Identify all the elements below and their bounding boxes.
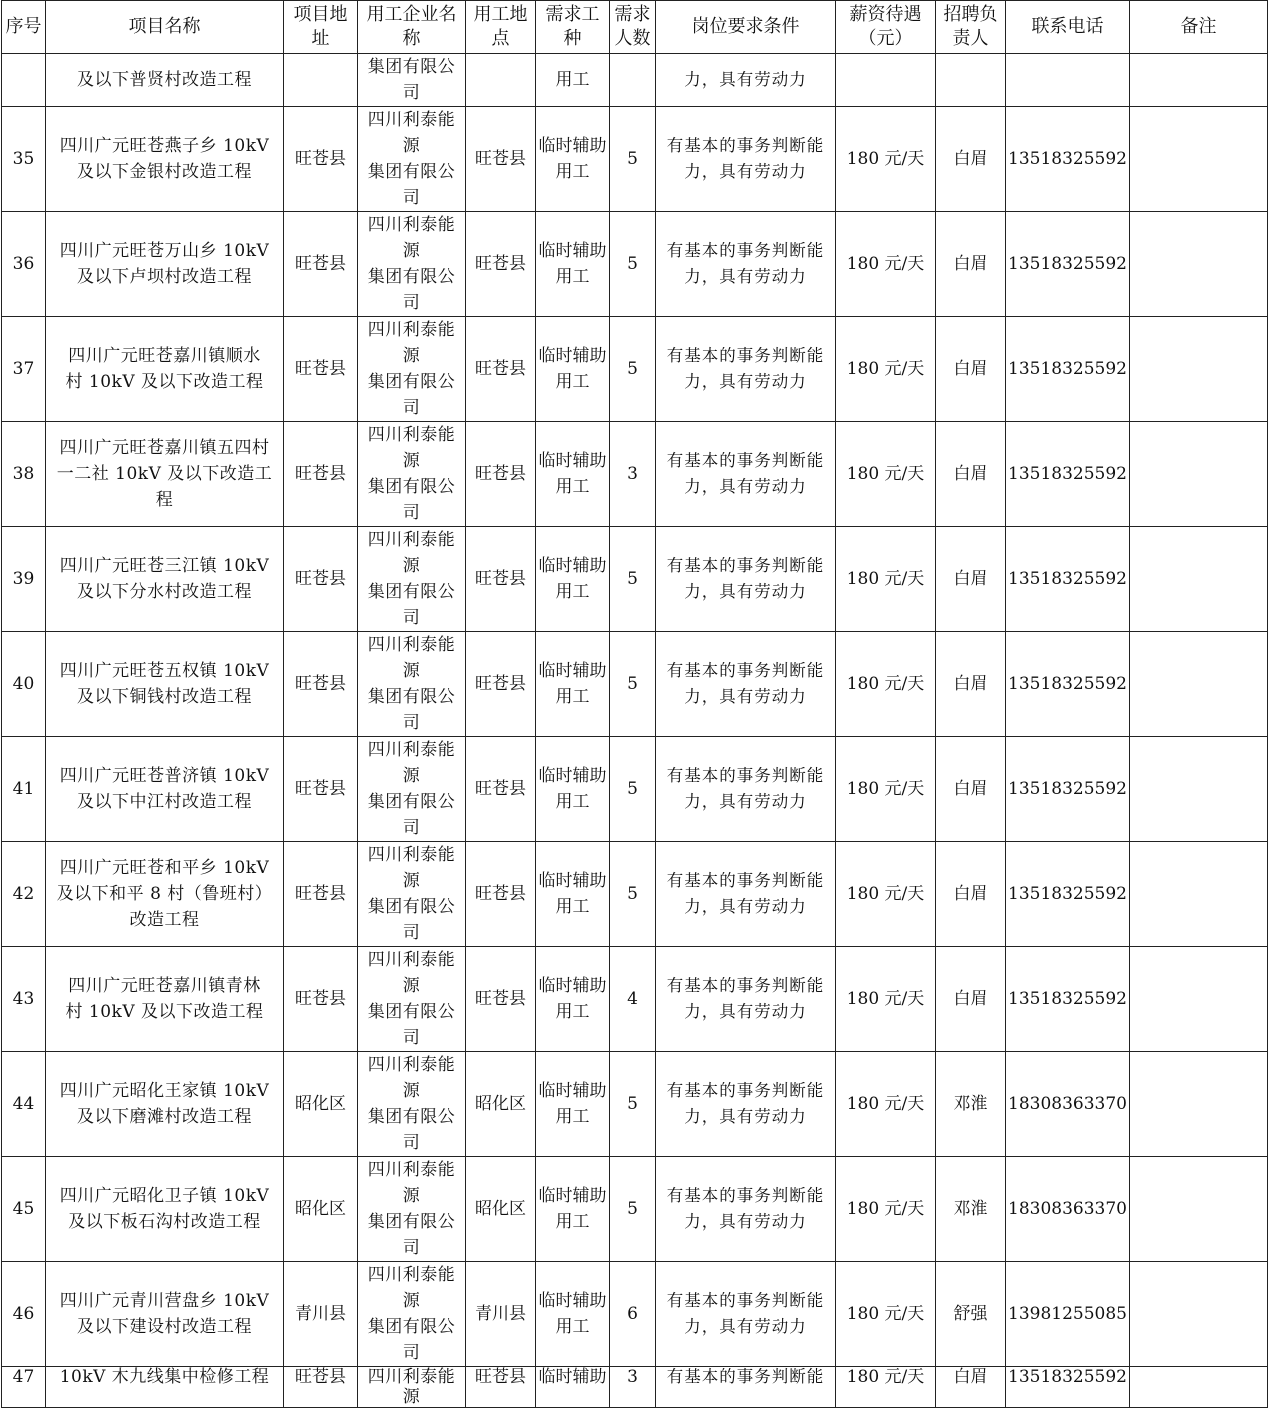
- cell-requirements: [656, 947, 836, 1052]
- cell-project-line-2: 及以下磨滩村改造工程: [77, 1107, 252, 1127]
- cell-company: [358, 947, 466, 1052]
- cell-requirements-line-1: 有基本的事务判断能: [666, 1186, 825, 1205]
- cell-contact: [936, 54, 1006, 107]
- cell-company-line-1: 四川利泰能源: [367, 530, 456, 576]
- cell-salary: [836, 54, 936, 107]
- cell-requirements-line-2: 力，具有劳动力: [684, 792, 807, 811]
- cell-project: [46, 842, 284, 947]
- cell-salary: 180 元/天: [836, 1367, 936, 1408]
- cell-salary: 180 元/天: [836, 422, 936, 527]
- cell-job-line-2: 用工: [555, 162, 590, 182]
- cell-seq: 42: [2, 842, 46, 947]
- header-count-label: 需求人数: [614, 4, 651, 49]
- cell-salary: 180 元/天: [836, 317, 936, 422]
- cell-project: 10kV 木九线集中检修工程: [46, 1367, 284, 1408]
- cell-company: [358, 1262, 466, 1367]
- cell-remarks: [1130, 737, 1268, 842]
- cell-salary: 180 元/天: [836, 842, 936, 947]
- cell-job-line-1: 临时辅助: [538, 556, 607, 576]
- cell-phone: 18308363370: [1006, 1052, 1130, 1157]
- cell-requirements: [656, 527, 836, 632]
- cell-seq: 37: [2, 317, 46, 422]
- cell-requirements: [656, 632, 836, 737]
- cell-location: 昭化区: [466, 1157, 536, 1262]
- cell-contact: 白眉: [936, 317, 1006, 422]
- cell-job-line-1: 临时辅助: [538, 766, 607, 786]
- cell-company-line-1: 四川利泰能源: [367, 215, 456, 261]
- cell-salary: 180 元/天: [836, 947, 936, 1052]
- cell-count: [610, 54, 656, 107]
- cell-phone: 13518325592: [1006, 947, 1130, 1052]
- cell-requirements-line-1: 有基本的事务判断能: [666, 241, 825, 260]
- cell-requirements-line-2: 力，具有劳动力: [684, 1002, 807, 1021]
- cell-address: 旺苍县: [284, 737, 358, 842]
- cell-seq: 43: [2, 947, 46, 1052]
- cell-company-line-2: 集团有限公司: [367, 1107, 456, 1153]
- cell-seq: 44: [2, 1052, 46, 1157]
- cell-remarks: [1130, 212, 1268, 317]
- cell-count: 5: [610, 527, 656, 632]
- cell-location: 旺苍县: [466, 842, 536, 947]
- cell-phone: 13518325592: [1006, 527, 1130, 632]
- cell-project-line-1: 四川广元旺苍嘉川镇青林: [68, 976, 261, 996]
- cell-count: 5: [610, 842, 656, 947]
- cell-location: 旺苍县: [466, 527, 536, 632]
- cell-company-line-2: 集团有限公司: [367, 477, 456, 523]
- cell-location: 旺苍县: [466, 422, 536, 527]
- cell-job-line-2: 用工: [555, 687, 590, 707]
- cell-requirements: [656, 842, 836, 947]
- cell-requirements: [656, 422, 836, 527]
- table-row: [2, 947, 1268, 1052]
- cell-company-line-2: 集团有限公司: [367, 1317, 456, 1363]
- cell-remarks: [1130, 107, 1268, 212]
- cell-requirements-line-1: 有基本的事务判断能: [666, 661, 825, 680]
- cell-count: 3: [610, 422, 656, 527]
- cell-company: 四川利泰能源: [358, 1367, 466, 1408]
- cell-contact: 白眉: [936, 422, 1006, 527]
- cell-requirements-line-1: 有基本的事务判断能: [666, 1291, 825, 1310]
- table-row: [2, 632, 1268, 737]
- cell-project-line-2: 及以下分水村改造工程: [77, 582, 252, 602]
- cell-address: 旺苍县: [284, 632, 358, 737]
- cell-remarks: [1130, 422, 1268, 527]
- cell-job-line-2: 用工: [555, 477, 590, 497]
- cell-company-line-1: 四川利泰能源: [367, 740, 456, 786]
- cell-company-line-1: 四川利泰能源: [367, 320, 456, 366]
- cell-job-line-2: 用工: [555, 897, 590, 917]
- cell-seq: [2, 54, 46, 107]
- cell-remarks: [1130, 317, 1268, 422]
- cell-requirements: [656, 1052, 836, 1157]
- cell-address: 旺苍县: [284, 317, 358, 422]
- cell-contact: 白眉: [936, 842, 1006, 947]
- cell-salary: 180 元/天: [836, 1157, 936, 1262]
- cell-location: 旺苍县: [466, 1367, 536, 1408]
- cell-address: [284, 54, 358, 107]
- cell-project-line-3: 改造工程: [129, 910, 200, 930]
- cell-phone: 13518325592: [1006, 107, 1130, 212]
- cell-phone: 13518325592: [1006, 212, 1130, 317]
- header-phone: 联系电话: [1006, 1, 1130, 54]
- cell-job: 用工: [536, 54, 610, 107]
- cell-job: [536, 737, 610, 842]
- cell-salary: 180 元/天: [836, 632, 936, 737]
- cell-requirements-line-2: 力，具有劳动力: [684, 1212, 807, 1231]
- header-contact: [936, 1, 1006, 54]
- cell-requirements: [656, 317, 836, 422]
- cell-job-line-1: 临时辅助: [538, 976, 607, 996]
- table-row: [2, 107, 1268, 212]
- cell-job-line-2: 用工: [555, 1317, 590, 1337]
- cell-contact: 舒强: [936, 1262, 1006, 1367]
- cell-requirements: [656, 107, 836, 212]
- cell-job: [536, 1052, 610, 1157]
- cell-job-line-1: 临时辅助: [538, 346, 607, 366]
- cell-project-line-2: 及以下金银村改造工程: [77, 162, 252, 182]
- cell-location: 昭化区: [466, 1052, 536, 1157]
- cell-remarks: [1130, 842, 1268, 947]
- cell-seq: 39: [2, 527, 46, 632]
- cell-project: [46, 737, 284, 842]
- cell-job-line-1: 临时辅助: [538, 241, 607, 261]
- cell-project-line-1: 四川广元青川营盘乡 10kV: [59, 1291, 270, 1311]
- cell-address: 旺苍县: [284, 1367, 358, 1408]
- cell-job: [536, 422, 610, 527]
- cell-count: 6: [610, 1262, 656, 1367]
- header-salary-label: 薪资待遇（元）: [849, 4, 922, 49]
- cell-company-line-2: 集团有限公司: [367, 582, 456, 628]
- cell-project: 及以下普贤村改造工程: [46, 54, 284, 107]
- cell-address: 昭化区: [284, 1052, 358, 1157]
- cell-company-line-2: 集团有限公司: [367, 897, 456, 943]
- cell-remarks: [1130, 1157, 1268, 1262]
- cell-address: 旺苍县: [284, 212, 358, 317]
- cell-contact: 邓淮: [936, 1157, 1006, 1262]
- cell-requirements-line-2: 力，具有劳动力: [684, 1317, 807, 1336]
- cell-remarks: [1130, 1262, 1268, 1367]
- cell-job: [536, 107, 610, 212]
- cell-company-line-2: 集团有限公司: [367, 1212, 456, 1258]
- cell-requirements-line-2: 力，具有劳动力: [684, 162, 807, 181]
- cell-requirements-line-1: 有基本的事务判断能: [666, 766, 825, 785]
- cell-company: [358, 632, 466, 737]
- header-contact-label: 招聘负责人: [943, 4, 998, 49]
- cell-requirements-line-2: 力，具有劳动力: [684, 897, 807, 916]
- cell-seq: 47: [2, 1367, 46, 1408]
- cell-project-line-1: 四川广元旺苍三江镇 10kV: [59, 556, 270, 576]
- cell-phone: [1006, 54, 1130, 107]
- cell-company: [358, 317, 466, 422]
- cell-job-line-1: 临时辅助: [538, 1291, 607, 1311]
- cell-job-line-2: 用工: [555, 1107, 590, 1127]
- cell-job-line-2: 用工: [555, 267, 590, 287]
- cell-remarks: [1130, 947, 1268, 1052]
- cell-project-line-1: 四川广元昭化卫子镇 10kV: [59, 1186, 270, 1206]
- cell-project-line-2: 村 10kV 及以下改造工程: [65, 1002, 264, 1022]
- cell-count: 3: [610, 1367, 656, 1408]
- header-count: [610, 1, 656, 54]
- cell-seq: 35: [2, 107, 46, 212]
- cell-location: 旺苍县: [466, 107, 536, 212]
- cell-requirements-line-1: 有基本的事务判断能: [666, 451, 825, 470]
- cell-salary: 180 元/天: [836, 737, 936, 842]
- cell-contact: 白眉: [936, 947, 1006, 1052]
- cell-salary: 180 元/天: [836, 1052, 936, 1157]
- header-job: 需求工种: [536, 1, 610, 54]
- cell-company-line-2: 集团有限公司: [367, 1002, 456, 1048]
- cell-job: [536, 1157, 610, 1262]
- cell-seq: 46: [2, 1262, 46, 1367]
- cell-requirements-line-1: 有基本的事务判断能: [666, 871, 825, 890]
- cell-project-line-2: 一二社 10kV 及以下改造工程: [56, 464, 273, 510]
- cell-count: 5: [610, 1052, 656, 1157]
- cell-phone: 13518325592: [1006, 422, 1130, 527]
- header-location: 用工地点: [466, 1, 536, 54]
- cell-seq: 45: [2, 1157, 46, 1262]
- table-row: [2, 527, 1268, 632]
- cell-requirements-line-1: 有基本的事务判断能: [666, 136, 825, 155]
- header-seq: 序号: [2, 1, 46, 54]
- table-row: [2, 212, 1268, 317]
- cell-contact: 白眉: [936, 1367, 1006, 1408]
- cell-job-line-1: 临时辅助: [538, 1081, 607, 1101]
- cell-remarks: [1130, 527, 1268, 632]
- table-row: [2, 1157, 1268, 1262]
- cell-requirements: [656, 212, 836, 317]
- cell-requirements: 力，具有劳动力: [656, 54, 836, 107]
- cell-location: 旺苍县: [466, 947, 536, 1052]
- cell-project-line-1: 四川广元旺苍燕子乡 10kV: [59, 136, 270, 156]
- cell-location: [466, 54, 536, 107]
- cell-contact: 白眉: [936, 107, 1006, 212]
- cell-project: [46, 1157, 284, 1262]
- cell-requirements: [656, 737, 836, 842]
- cell-count: 5: [610, 107, 656, 212]
- cell-address: 昭化区: [284, 1157, 358, 1262]
- cell-job: [536, 842, 610, 947]
- cell-location: 旺苍县: [466, 737, 536, 842]
- cell-project: [46, 947, 284, 1052]
- cell-job-line-1: 临时辅助: [538, 136, 607, 156]
- recruitment-table: [1, 0, 1268, 1408]
- cell-company-line-2: 集团有限公司: [367, 267, 456, 313]
- cell-requirements: [656, 1157, 836, 1262]
- cell-job: [536, 527, 610, 632]
- cell-contact: 白眉: [936, 632, 1006, 737]
- cell-job-line-2: 用工: [555, 792, 590, 812]
- recruitment-table-sheet: [1, 0, 1268, 1408]
- cell-company-line-1: 四川利泰能源: [367, 635, 456, 681]
- cell-salary: 180 元/天: [836, 1262, 936, 1367]
- cell-address: 青川县: [284, 1262, 358, 1367]
- cell-count: 4: [610, 947, 656, 1052]
- cell-project-line-2: 及以下铜钱村改造工程: [77, 687, 252, 707]
- header-requirements: 岗位要求条件: [656, 1, 836, 54]
- cell-location: 旺苍县: [466, 212, 536, 317]
- cell-address: 旺苍县: [284, 107, 358, 212]
- cell-company: [358, 422, 466, 527]
- cell-job-line-2: 用工: [555, 1002, 590, 1022]
- cell-project-line-2: 村 10kV 及以下改造工程: [65, 372, 264, 392]
- cell-company-line-2: 集团有限公司: [367, 687, 456, 733]
- cell-company: [358, 527, 466, 632]
- header-remarks: 备注: [1130, 1, 1268, 54]
- table-row: [2, 54, 1268, 107]
- cell-job-line-1: 临时辅助: [538, 871, 607, 891]
- table-row: [2, 1052, 1268, 1157]
- cell-job-line-1: 临时辅助: [538, 1186, 607, 1206]
- cell-remarks: [1130, 1367, 1268, 1408]
- cell-phone: 18308363370: [1006, 1157, 1130, 1262]
- cell-seq: 36: [2, 212, 46, 317]
- cell-phone: 13518325592: [1006, 317, 1130, 422]
- cell-company: [358, 737, 466, 842]
- cell-requirements-line-2: 力，具有劳动力: [684, 1107, 807, 1126]
- cell-location: 旺苍县: [466, 317, 536, 422]
- table-row: [2, 422, 1268, 527]
- cell-project: [46, 212, 284, 317]
- cell-project: [46, 107, 284, 212]
- cell-project-line-2: 及以下建设村改造工程: [77, 1317, 252, 1337]
- cell-remarks: [1130, 54, 1268, 107]
- cell-project-line-1: 四川广元旺苍和平乡 10kV: [59, 858, 270, 878]
- header-row: [2, 1, 1268, 54]
- cell-requirements: 有基本的事务判断能: [656, 1367, 836, 1408]
- header-project: 项目名称: [46, 1, 284, 54]
- cell-seq: 40: [2, 632, 46, 737]
- cell-location: 旺苍县: [466, 632, 536, 737]
- cell-project-line-1: 四川广元旺苍嘉川镇五四村: [59, 438, 270, 458]
- cell-company: [358, 107, 466, 212]
- cell-company: [358, 1052, 466, 1157]
- cell-company: [358, 842, 466, 947]
- cell-project: [46, 422, 284, 527]
- cell-salary: 180 元/天: [836, 107, 936, 212]
- cell-job: [536, 632, 610, 737]
- cell-project-line-1: 四川广元旺苍嘉川镇顺水: [68, 346, 261, 366]
- cell-company-line-2: 集团有限公司: [367, 162, 456, 208]
- cell-company-line-1: 四川利泰能源: [367, 1055, 456, 1101]
- table-row: [2, 1262, 1268, 1367]
- cell-company-line-1: 四川利泰能源: [367, 110, 456, 156]
- cell-project-line-1: 四川广元旺苍万山乡 10kV: [59, 241, 270, 261]
- cell-count: 5: [610, 737, 656, 842]
- cell-project-line-2: 及以下和平 8 村（鲁班村）: [56, 884, 273, 904]
- cell-project: [46, 1052, 284, 1157]
- cell-count: 5: [610, 632, 656, 737]
- cell-contact: 邓淮: [936, 1052, 1006, 1157]
- cell-project: [46, 527, 284, 632]
- cell-project-line-1: 四川广元旺苍五权镇 10kV: [59, 661, 270, 681]
- cell-address: 旺苍县: [284, 422, 358, 527]
- cell-remarks: [1130, 1052, 1268, 1157]
- cell-location: 青川县: [466, 1262, 536, 1367]
- cell-job-line-2: 用工: [555, 1212, 590, 1232]
- cell-project-line-2: 及以下卢坝村改造工程: [77, 267, 252, 287]
- cell-count: 5: [610, 1157, 656, 1262]
- table-row: [2, 737, 1268, 842]
- cell-job-line-1: 临时辅助: [538, 451, 607, 471]
- header-address: 项目地址: [284, 1, 358, 54]
- cell-address: 旺苍县: [284, 947, 358, 1052]
- cell-project-line-2: 及以下板石沟村改造工程: [68, 1212, 261, 1232]
- cell-company-line-1: 四川利泰能源: [367, 950, 456, 996]
- cell-address: 旺苍县: [284, 842, 358, 947]
- cell-requirements-line-1: 有基本的事务判断能: [666, 1081, 825, 1100]
- cell-company-line-1: 四川利泰能源: [367, 1160, 456, 1206]
- cell-salary: 180 元/天: [836, 527, 936, 632]
- cell-company-line-2: 集团有限公司: [367, 372, 456, 418]
- cell-project-line-2: 及以下中江村改造工程: [77, 792, 252, 812]
- cell-company-line-1: 四川利泰能源: [367, 845, 456, 891]
- cell-remarks: [1130, 632, 1268, 737]
- cell-phone: 13981255085: [1006, 1262, 1130, 1367]
- table-row: [2, 317, 1268, 422]
- cell-job: [536, 212, 610, 317]
- cell-company-line-1: 四川利泰能源: [367, 425, 456, 471]
- cell-job-line-1: 临时辅助: [538, 661, 607, 681]
- cell-project-line-1: 四川广元昭化王家镇 10kV: [59, 1081, 270, 1101]
- cell-project: [46, 632, 284, 737]
- cell-company-line-1: 四川利泰能源: [367, 1265, 456, 1311]
- cell-requirements: [656, 1262, 836, 1367]
- cell-contact: 白眉: [936, 737, 1006, 842]
- table-row: [2, 842, 1268, 947]
- cell-salary: 180 元/天: [836, 212, 936, 317]
- cell-company: [358, 1157, 466, 1262]
- cell-job: [536, 317, 610, 422]
- cell-company: [358, 212, 466, 317]
- cell-job: [536, 947, 610, 1052]
- cell-company-line-2: 集团有限公司: [367, 792, 456, 838]
- cell-contact: 白眉: [936, 212, 1006, 317]
- cell-count: 5: [610, 317, 656, 422]
- cell-company: 集团有限公司: [358, 54, 466, 107]
- cell-requirements-line-2: 力，具有劳动力: [684, 582, 807, 601]
- cell-seq: 41: [2, 737, 46, 842]
- cell-job-line-2: 用工: [555, 582, 590, 602]
- cell-project: [46, 1262, 284, 1367]
- cell-requirements-line-1: 有基本的事务判断能: [666, 346, 825, 365]
- cell-project: [46, 317, 284, 422]
- cell-requirements-line-2: 力，具有劳动力: [684, 687, 807, 706]
- cell-phone: 13518325592: [1006, 737, 1130, 842]
- header-company: 用工企业名称: [358, 1, 466, 54]
- table-row: [2, 1367, 1268, 1408]
- cell-requirements-line-2: 力，具有劳动力: [684, 372, 807, 391]
- cell-project-line-1: 四川广元旺苍普济镇 10kV: [59, 766, 270, 786]
- cell-requirements-line-2: 力，具有劳动力: [684, 267, 807, 286]
- cell-requirements-line-1: 有基本的事务判断能: [666, 556, 825, 575]
- cell-requirements-line-1: 有基本的事务判断能: [666, 976, 825, 995]
- cell-phone: 13518325592: [1006, 842, 1130, 947]
- cell-phone: 13518325592: [1006, 632, 1130, 737]
- cell-job: [536, 1262, 610, 1367]
- cell-address: 旺苍县: [284, 527, 358, 632]
- cell-count: 5: [610, 212, 656, 317]
- cell-contact: 白眉: [936, 527, 1006, 632]
- cell-seq: 38: [2, 422, 46, 527]
- cell-phone: 13518325592: [1006, 1367, 1130, 1408]
- header-salary: [836, 1, 936, 54]
- cell-requirements-line-2: 力，具有劳动力: [684, 477, 807, 496]
- cell-job-line-2: 用工: [555, 372, 590, 392]
- cell-job: 临时辅助: [536, 1367, 610, 1408]
